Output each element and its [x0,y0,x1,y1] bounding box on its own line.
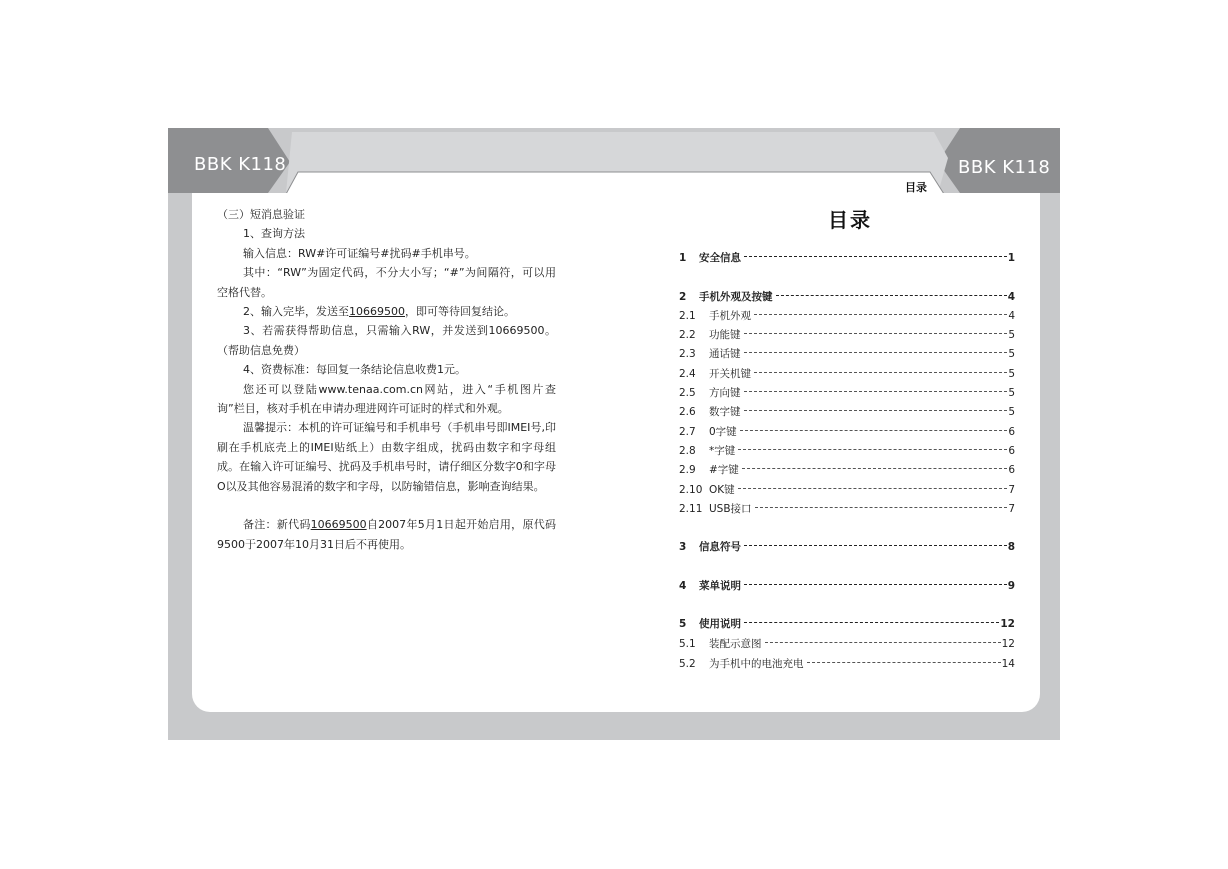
toc-entry-number: 2.6 [679,406,696,418]
toc-entry[interactable] [679,424,1015,442]
paragraph: 4、资费标准：每回复一条结论信息收费1元。 [243,363,466,377]
toc-leader [744,622,999,623]
toc-entry-label: OK键 [709,484,735,496]
toc-entry-number: 2.10 [679,484,703,496]
toc-entry[interactable] [679,443,1015,461]
toc-leader [765,642,1001,643]
toc-leader [776,295,1007,296]
toc-entry[interactable] [679,250,1015,268]
toc-entry[interactable] [679,366,1015,384]
toc-entry-number: 2.9 [679,464,696,476]
toc-leader [754,314,1007,315]
toc-entry-label: 通话键 [709,348,741,360]
toc-entry-page: 5 [1008,329,1015,341]
brand-logo-right: BBK K118 [958,157,1051,178]
toc-entry-page: 12 [1001,638,1015,650]
toc-entry-label: 开关机键 [709,368,751,380]
toc-entry[interactable] [679,482,1015,500]
toc-entry-page: 6 [1008,464,1015,476]
toc-leader [744,410,1008,411]
toc-entry-label: 菜单说明 [699,580,741,592]
toc-leader [754,372,1007,373]
toc-entry[interactable] [679,578,1015,596]
toc-entry-number: 5.1 [679,638,696,650]
toc-entry-page: 7 [1008,484,1015,496]
toc-entry-number: 2 [679,291,687,303]
toc-leader [738,488,1008,489]
toc-entry[interactable] [679,656,1015,674]
toc-entry[interactable] [679,346,1015,364]
toc-entry[interactable] [679,462,1015,480]
paragraph: 1、查询方法 [243,227,305,241]
toc-entry-page: 5 [1008,387,1015,399]
toc-leader [744,352,1008,353]
toc-entry-number: 2.8 [679,445,696,457]
toc-entry[interactable] [679,327,1015,345]
paragraph: 3、若需获得帮助信息，只需输入RW，并发送到10669500。（帮助信息免费） [217,324,556,357]
toc-entry[interactable] [679,616,1015,634]
toc-entry-page: 7 [1008,503,1015,515]
toc-entry-page: 14 [1001,658,1015,670]
text-span: 自2007年5月1日起开始启用，原代码9500于2007年10月31日后不再使用。 [217,518,556,551]
toc-entry[interactable] [679,501,1015,519]
toc-entry-page: 4 [1007,291,1015,303]
left-page [217,205,556,554]
toc-leader [742,468,1008,469]
paragraph: 您还可以登陆www.tenaa.com.cn网站，进入“手机图片查询”栏目，核对手机在申请办理进网许可证时的样式和外观。 [217,382,556,416]
text-span: 备注：新代码 [243,518,311,532]
toc-entry[interactable] [679,539,1015,557]
toc-entry-label: USB接口 [709,503,752,515]
toc-entry-page: 6 [1008,426,1015,438]
toc-leader [740,430,1008,431]
toc-entry-number: 2.5 [679,387,696,399]
toc-leader [807,662,1001,663]
toc-entry-number: 2.7 [679,426,696,438]
sms-number: 10669500 [349,305,405,319]
toc-entry[interactable] [679,404,1015,422]
section-heading: （三）短消息验证 [217,208,305,221]
toc-entry-number: 5 [679,618,687,630]
toc-entry-page: 8 [1007,541,1015,553]
toc-entry-number: 3 [679,541,687,553]
toc-entry[interactable] [679,385,1015,403]
toc-entry[interactable] [679,636,1015,654]
toc-leader [755,507,1008,508]
toc-leader [744,545,1007,546]
paragraph: 其中：“RW”为固定代码，不分大小写；“#”为间隔符，可以用空格代替。 [217,266,556,299]
paragraph: 温馨提示：本机的许可证编号和手机串号（手机串号即IMEI号,印刷在手机底壳上的IMEI贴纸上）由数字组成，扰码由数字和字母组成。在输入许可证编号、扰码及手机串号时，请仔细区分数字0和字母O以及其他容易混淆的数字和字母，以防输错信息，影响查询结果。 [217,421,556,493]
sms-number: 10669500 [310,518,367,532]
toc-entry-label: 方向键 [709,387,741,399]
toc-entry-label: 功能键 [709,329,741,341]
toc-leader [738,449,1007,450]
toc-entry-number: 2.4 [679,368,696,380]
toc-title: 目录 [828,208,872,232]
toc-entry-number: 2.11 [679,503,703,515]
toc-entry-number: 5.2 [679,658,696,670]
text-span: ，即可等待回复结论。 [405,305,515,319]
paragraph [217,515,556,554]
brand-logo-left: BBK K118 [194,154,287,175]
toc-leader [744,584,1007,585]
toc-entry-page: 9 [1007,580,1015,592]
toc-entry-number: 1 [679,252,687,264]
toc-entry-label: *字键 [709,445,736,457]
text-span: 2、输入完毕，发送至 [243,305,349,319]
toc-entry-label: 信息符号 [699,541,741,553]
toc-entry-label: 手机外观 [709,310,751,322]
toc-leader [744,333,1008,334]
paragraph [217,302,556,321]
toc-entry[interactable] [679,308,1015,326]
toc-entry-page: 4 [1008,310,1015,322]
toc-entry-page: 12 [1000,618,1015,630]
toc-entry-page: 5 [1008,368,1015,380]
toc-entry-label: 0字键 [709,426,737,438]
toc-entry-label: #字键 [709,464,739,476]
toc-entry-page: 6 [1008,445,1015,457]
toc-leader [744,391,1008,392]
toc-entry-number: 2.1 [679,310,696,322]
toc-entry[interactable] [679,289,1015,307]
toc-entry-number: 2.2 [679,329,696,341]
paragraph: 输入信息：RW#许可证编号#扰码#手机串号。 [243,246,476,260]
toc-entry-number: 2.3 [679,348,696,360]
toc-entry-label: 数字键 [709,406,741,418]
toc-entry-page: 1 [1007,252,1015,264]
toc-entry-label: 手机外观及按键 [699,291,773,303]
toc-entry-label: 装配示意图 [709,638,762,650]
toc-entry-label: 安全信息 [699,252,741,264]
toc-leader [744,256,1007,257]
toc-entry-number: 4 [679,580,687,592]
toc-entry-label: 为手机中的电池充电 [709,658,804,670]
header-section-title: 目录 [905,181,927,194]
toc-entry-page: 5 [1008,348,1015,360]
toc-entry-label: 使用说明 [699,618,741,630]
toc-entry-page: 5 [1008,406,1015,418]
